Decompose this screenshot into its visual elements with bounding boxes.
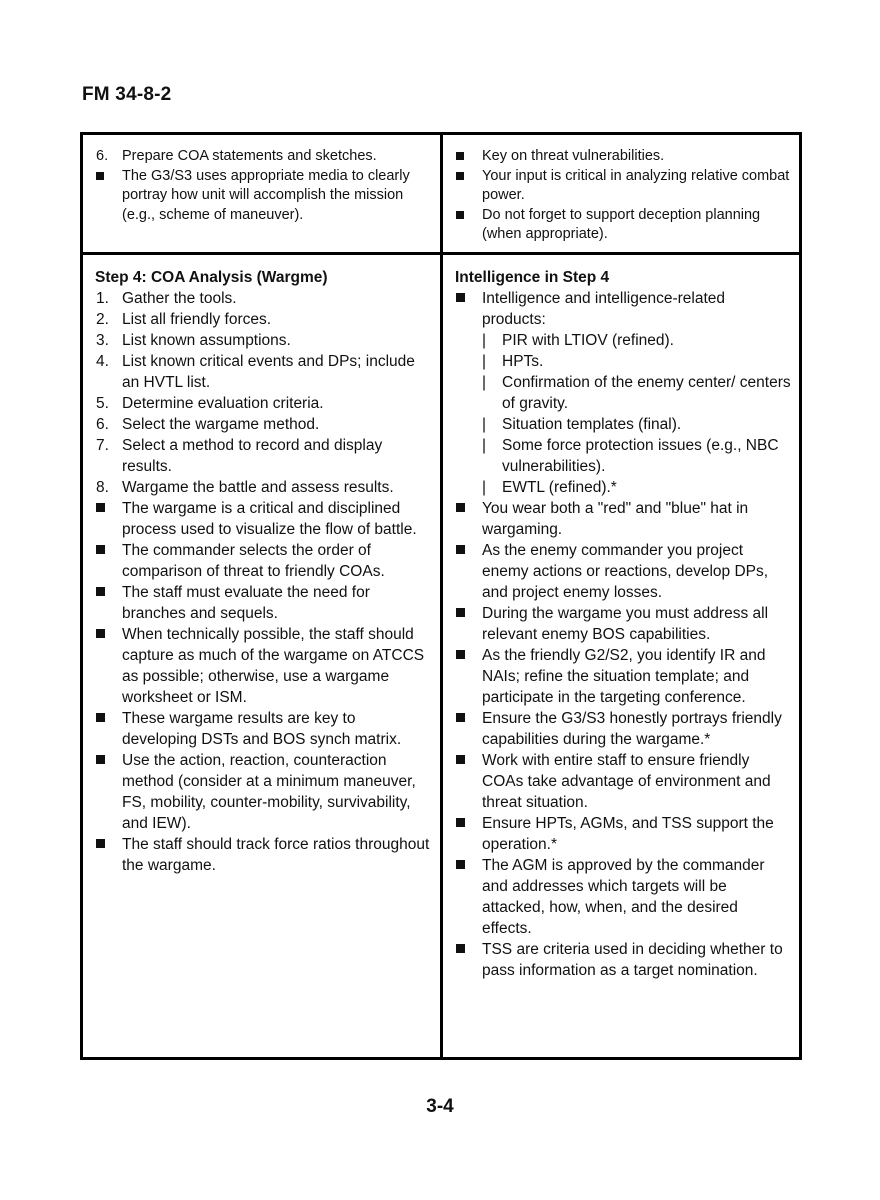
bar-bullet-icon: | xyxy=(482,479,487,496)
step3-right-list xyxy=(455,147,791,245)
item-number: 2. xyxy=(96,311,109,328)
square-bullet-icon xyxy=(96,629,105,638)
square-bullet-icon xyxy=(96,587,105,596)
list-item xyxy=(455,939,791,981)
item-text: The G3/S3 uses appropriate media to clearly portray how unit will accomplish the mission (e.g., scheme of maneuver). xyxy=(122,167,410,223)
list-item xyxy=(455,855,791,939)
square-bullet-icon xyxy=(456,818,465,827)
item-text: The wargame is a critical and disciplined process used to visualize the flow of battle. xyxy=(122,500,417,538)
item-text: Determine evaluation criteria. xyxy=(122,395,324,412)
page-number: 3-4 xyxy=(426,1096,454,1117)
list-item xyxy=(95,834,432,876)
item-text: Prepare COA statements and sketches. xyxy=(122,148,377,164)
step3-left-list xyxy=(95,147,432,225)
item-text: When technically possible, the staff should capture as much of the wargame on ATCCS as possible; otherwise, use a wargame worksheet or ISM. xyxy=(122,626,425,706)
cell-step4-left xyxy=(83,255,443,1057)
bar-bullet-icon: | xyxy=(482,332,487,349)
item-text: Wargame the battle and assess results. xyxy=(122,479,394,496)
cell-step4-right xyxy=(443,255,799,1057)
list-item xyxy=(95,435,432,477)
item-text: Use the action, reaction, counteraction method (consider at a minimum maneuver, FS, mobility, counter-mobility, survivability, and IEW). xyxy=(122,752,416,832)
step4-numbered-list xyxy=(95,288,432,498)
coa-table xyxy=(80,132,802,1060)
item-text: Confirmation of the enemy center/ centers of gravity. xyxy=(502,374,791,412)
list-item xyxy=(95,167,432,226)
item-number: 7. xyxy=(96,437,109,454)
item-text: Situation templates (final). xyxy=(502,416,682,433)
list-item xyxy=(455,750,791,813)
sub-list-item xyxy=(455,330,791,351)
item-text: The staff must evaluate the need for branches and sequels. xyxy=(122,584,370,622)
list-item xyxy=(95,477,432,498)
list-item xyxy=(455,147,791,167)
square-bullet-icon xyxy=(96,713,105,722)
item-text: Gather the tools. xyxy=(122,290,237,307)
list-item xyxy=(95,708,432,750)
square-bullet-icon xyxy=(96,503,105,512)
list-item xyxy=(95,288,432,309)
square-bullet-icon xyxy=(96,839,105,848)
item-text: List known critical events and DPs; include an HVTL list. xyxy=(122,353,415,391)
bar-bullet-icon: | xyxy=(482,353,487,370)
square-bullet-icon xyxy=(456,293,465,302)
list-item xyxy=(455,288,791,330)
list-item xyxy=(95,147,432,167)
sub-list-item xyxy=(455,414,791,435)
square-bullet-icon xyxy=(456,211,464,219)
list-item xyxy=(95,414,432,435)
square-bullet-icon xyxy=(456,545,465,554)
item-text: TSS are criteria used in deciding whether to pass information as a target nomination. xyxy=(482,941,783,979)
list-item xyxy=(455,645,791,708)
table-row-step3 xyxy=(83,135,799,255)
item-text: These wargame results are key to developing DSTs and BOS synch matrix. xyxy=(122,710,402,748)
intel-products-sublist xyxy=(455,330,791,498)
item-number: 3. xyxy=(96,332,109,349)
item-text: Select a method to record and display results. xyxy=(122,437,383,475)
list-item xyxy=(455,540,791,603)
item-text: You wear both a "red" and "blue" hat in wargaming. xyxy=(482,500,749,538)
item-text: The AGM is approved by the commander and addresses which targets will be attacked, how, when, and the desired effects. xyxy=(482,857,765,937)
list-item xyxy=(95,393,432,414)
square-bullet-icon xyxy=(456,944,465,953)
item-number: 8. xyxy=(96,479,109,496)
sub-list-item xyxy=(455,477,791,498)
list-item xyxy=(455,206,791,245)
item-text: Work with entire staff to ensure friendly COAs take advantage of environment and threat situation. xyxy=(482,752,771,811)
document-header: FM 34-8-2 xyxy=(82,84,172,105)
item-text: Some force protection issues (e.g., NBC vulnerabilities). xyxy=(502,437,779,475)
item-text: Your input is critical in analyzing relative combat power. xyxy=(482,167,790,203)
square-bullet-icon xyxy=(456,608,465,617)
cell-step3-left xyxy=(83,135,443,252)
square-bullet-icon xyxy=(456,650,465,659)
list-item xyxy=(455,498,791,540)
intel-list xyxy=(455,288,791,330)
item-text: As the friendly G2/S2, you identify IR and NAIs; refine the situation template; and participate in the targeting conference. xyxy=(482,647,766,706)
bar-bullet-icon: | xyxy=(482,374,487,391)
item-text: Select the wargame method. xyxy=(122,416,320,433)
square-bullet-icon xyxy=(96,545,105,554)
item-text: During the wargame you must address all relevant enemy BOS capabilities. xyxy=(482,605,769,643)
list-item xyxy=(455,813,791,855)
step4-bullet-list xyxy=(95,498,432,876)
item-number: 6. xyxy=(96,416,109,433)
item-text: Do not forget to support deception planning (when appropriate). xyxy=(482,206,761,242)
item-text: HPTs. xyxy=(502,353,544,370)
list-item xyxy=(95,498,432,540)
item-text: Intelligence and intelligence-related products: xyxy=(482,290,725,328)
list-item xyxy=(95,582,432,624)
sub-list-item xyxy=(455,372,791,414)
item-text: List known assumptions. xyxy=(122,332,291,349)
sub-list-item xyxy=(455,351,791,372)
item-number: 5. xyxy=(96,395,109,412)
list-item xyxy=(455,708,791,750)
list-item xyxy=(95,540,432,582)
item-text: As the enemy commander you project enemy actions or reactions, develop DPs, and project enemy losses. xyxy=(482,542,769,601)
item-text: Ensure the G3/S3 honestly portrays friendly capabilities during the wargame.* xyxy=(482,710,782,748)
item-number: 6. xyxy=(96,148,109,164)
square-bullet-icon xyxy=(456,503,465,512)
item-text: List all friendly forces. xyxy=(122,311,272,328)
square-bullet-icon xyxy=(456,755,465,764)
intel-bullet-list xyxy=(455,498,791,981)
item-number: 4. xyxy=(96,353,109,370)
square-bullet-icon xyxy=(96,755,105,764)
list-item xyxy=(95,624,432,708)
item-text: Ensure HPTs, AGMs, and TSS support the operation.* xyxy=(482,815,774,853)
square-bullet-icon xyxy=(456,860,465,869)
list-item xyxy=(95,351,432,393)
item-text: PIR with LTIOV (refined). xyxy=(502,332,674,349)
item-text: EWTL (refined).* xyxy=(502,479,617,496)
square-bullet-icon xyxy=(456,172,464,180)
list-item xyxy=(455,167,791,206)
cell-step3-right xyxy=(443,135,799,252)
item-number: 1. xyxy=(96,290,109,307)
square-bullet-icon xyxy=(96,172,104,180)
sub-list-item xyxy=(455,435,791,477)
step4-heading: Step 4: COA Analysis (Wargme) xyxy=(95,269,328,286)
square-bullet-icon xyxy=(456,152,464,160)
table-row-step4 xyxy=(83,255,799,1057)
intel-step4-heading: Intelligence in Step 4 xyxy=(455,269,610,286)
list-item xyxy=(455,603,791,645)
item-text: The staff should track force ratios throughout the wargame. xyxy=(122,836,430,874)
item-text: Key on threat vulnerabilities. xyxy=(482,148,665,164)
bar-bullet-icon: | xyxy=(482,437,487,454)
list-item xyxy=(95,750,432,834)
list-item xyxy=(95,309,432,330)
list-item xyxy=(95,330,432,351)
item-text: The commander selects the order of comparison of threat to friendly COAs. xyxy=(122,542,385,580)
bar-bullet-icon: | xyxy=(482,416,487,433)
square-bullet-icon xyxy=(456,713,465,722)
